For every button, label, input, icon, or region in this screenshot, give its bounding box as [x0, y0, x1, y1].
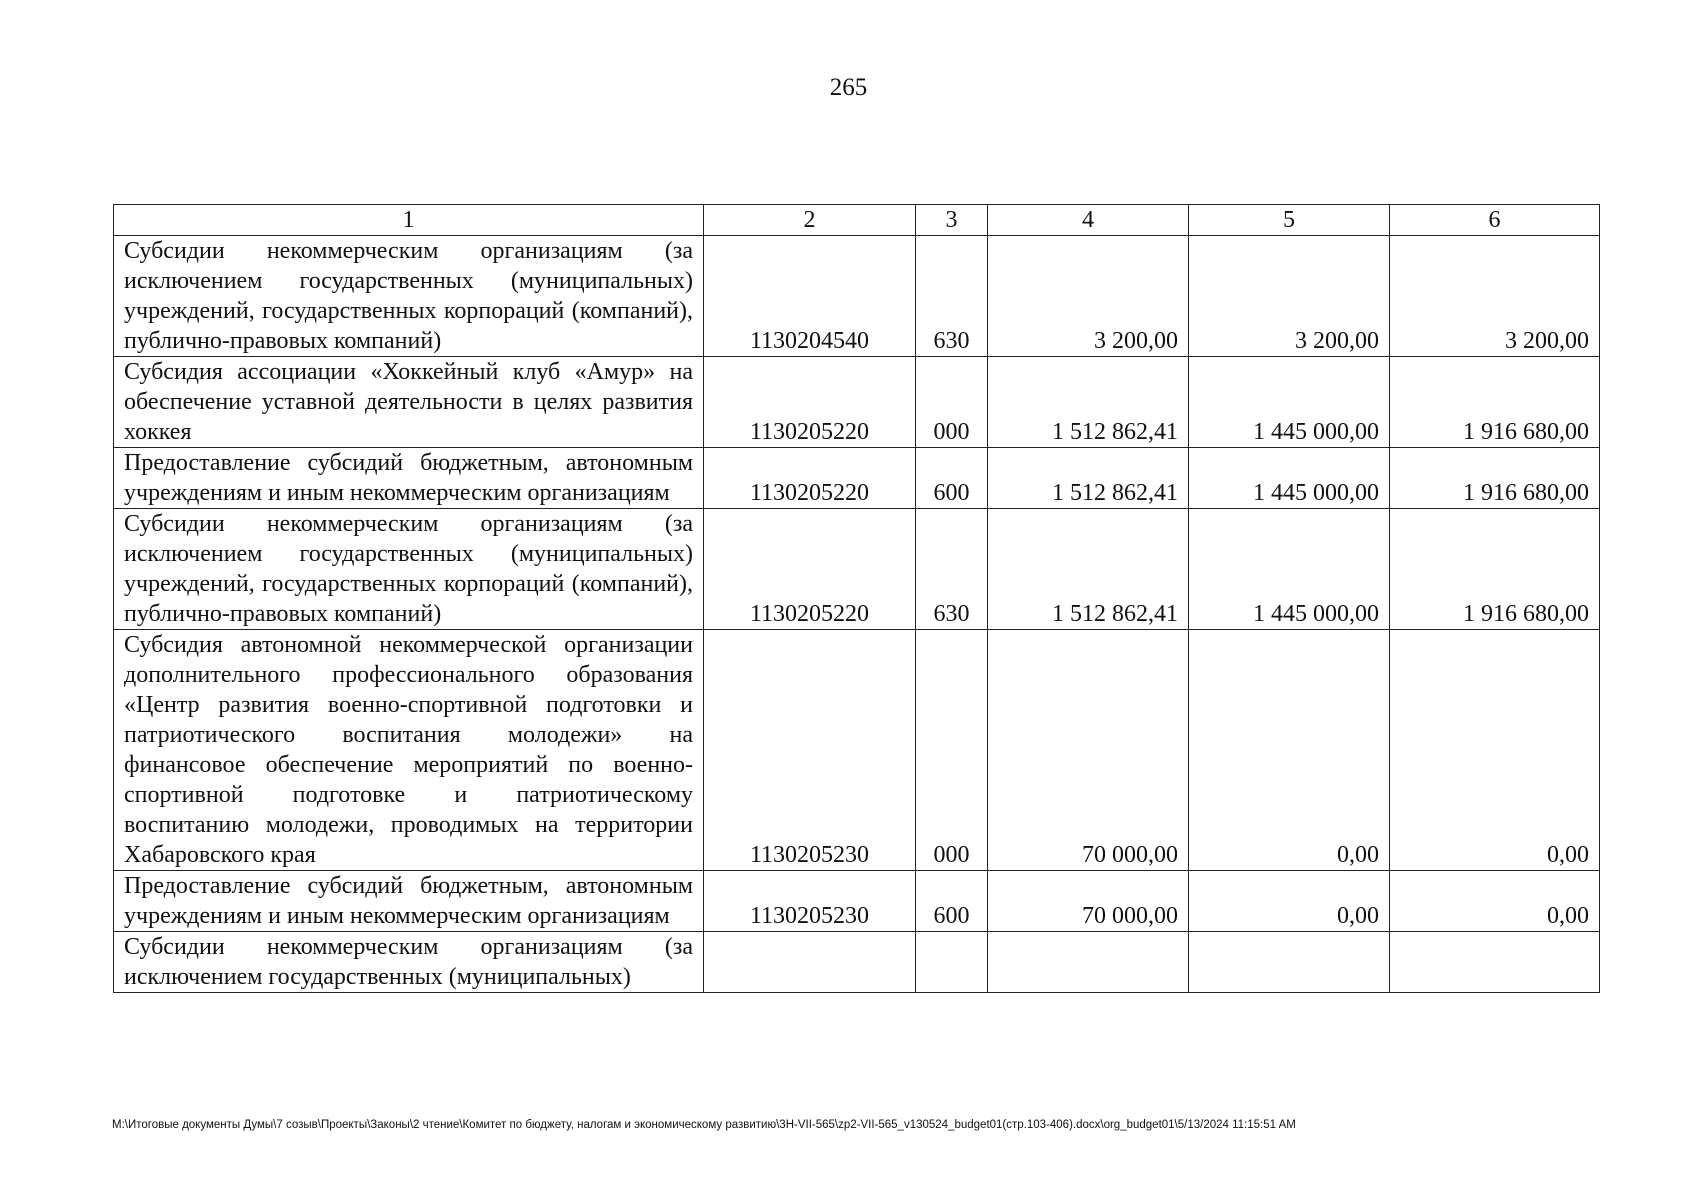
table-row [114, 236, 1600, 357]
row-description: Субсидия автономной некоммерческой организации дополнительного профессионального образования «Центр развития военно-спортивной подготовки и патриотического воспитания молодежи» на финансовое обеспечение мероприятий по военно-спортивной подготовке и патриотическому воспитанию молодежи, проводимых на территории Хабаровского края [114, 630, 704, 871]
table-row [114, 630, 1600, 871]
table-row [114, 932, 1600, 993]
row-description: Субсидии некоммерческим организациям (за исключением государственных (муниципальных) [114, 932, 704, 993]
row-value-4: 1 512 862,41 [988, 509, 1189, 630]
column-header-3: 3 [916, 205, 988, 236]
row-type: 600 [916, 448, 988, 509]
row-code: 1130205220 [704, 448, 916, 509]
column-header-2: 2 [704, 205, 916, 236]
row-value-5 [1189, 932, 1390, 993]
row-description: Субсидии некоммерческим организациям (за исключением государственных (муниципальных) учреждений, государственных корпораций (компаний), публично-правовых компаний) [114, 236, 704, 357]
row-type: 630 [916, 236, 988, 357]
row-type: 000 [916, 630, 988, 871]
file-path-footer: M:\Итоговые документы Думы\7 созыв\Проекты\Законы\2 чтение\Комитет по бюджету, налогам и экономическому развитию\3Н-VII-565\zp2-VII-565_v130524_budget01(стр.103-406).docx\org_budget01\5/13/2024 11:15:51 AM [112, 1119, 1296, 1131]
row-type: 600 [916, 871, 988, 932]
row-value-4: 3 200,00 [988, 236, 1189, 357]
row-code: 1130205230 [704, 630, 916, 871]
column-header-1: 1 [114, 205, 704, 236]
row-value-6: 3 200,00 [1390, 236, 1600, 357]
column-header-5: 5 [1189, 205, 1390, 236]
row-value-6: 1 916 680,00 [1390, 357, 1600, 448]
row-value-5: 1 445 000,00 [1189, 357, 1390, 448]
row-value-5: 0,00 [1189, 630, 1390, 871]
row-value-6: 0,00 [1390, 630, 1600, 871]
row-value-4: 1 512 862,41 [988, 357, 1189, 448]
column-header-6: 6 [1390, 205, 1600, 236]
table-row [114, 509, 1600, 630]
budget-table [113, 204, 1600, 993]
row-description: Субсидии некоммерческим организациям (за исключением государственных (муниципальных) учреждений, государственных корпораций (компаний), публично-правовых компаний) [114, 509, 704, 630]
row-value-4: 1 512 862,41 [988, 448, 1189, 509]
row-value-6: 1 916 680,00 [1390, 448, 1600, 509]
column-header-4: 4 [988, 205, 1189, 236]
table-row [114, 871, 1600, 932]
row-description: Субсидия ассоциации «Хоккейный клуб «Амур» на обеспечение уставной деятельности в целях развития хоккея [114, 357, 704, 448]
row-value-4: 70 000,00 [988, 871, 1189, 932]
row-value-6: 1 916 680,00 [1390, 509, 1600, 630]
row-value-4 [988, 932, 1189, 993]
row-type [916, 932, 988, 993]
row-description: Предоставление субсидий бюджетным, автономным учреждениям и иным некоммерческим организациям [114, 448, 704, 509]
row-value-5: 0,00 [1189, 871, 1390, 932]
row-value-6 [1390, 932, 1600, 993]
row-value-6: 0,00 [1390, 871, 1600, 932]
table-row [114, 357, 1600, 448]
row-value-5: 1 445 000,00 [1189, 509, 1390, 630]
row-code: 1130205230 [704, 871, 916, 932]
column-number-row [114, 205, 1600, 236]
row-code: 1130204540 [704, 236, 916, 357]
row-code [704, 932, 916, 993]
row-code: 1130205220 [704, 357, 916, 448]
row-type: 000 [916, 357, 988, 448]
row-description: Предоставление субсидий бюджетным, автономным учреждениям и иным некоммерческим организациям [114, 871, 704, 932]
row-type: 630 [916, 509, 988, 630]
row-value-5: 1 445 000,00 [1189, 448, 1390, 509]
page-number: 265 [829, 74, 868, 101]
table-row [114, 448, 1600, 509]
row-code: 1130205220 [704, 509, 916, 630]
row-value-4: 70 000,00 [988, 630, 1189, 871]
row-value-5: 3 200,00 [1189, 236, 1390, 357]
